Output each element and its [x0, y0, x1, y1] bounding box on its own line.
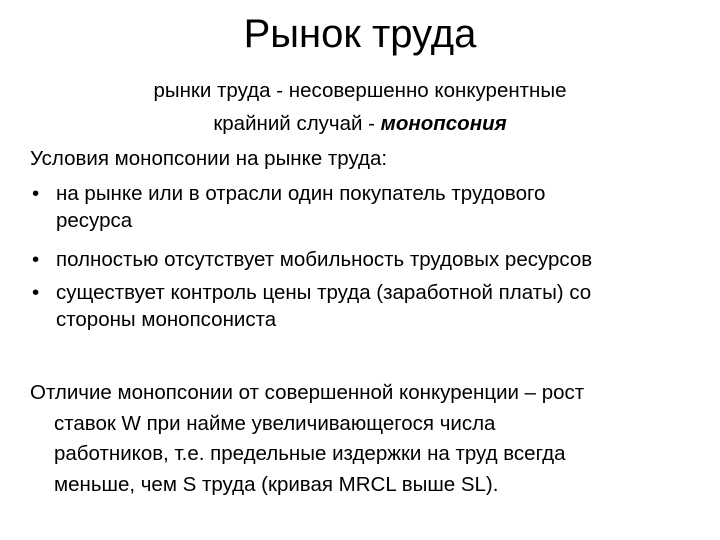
- bullet-text-line: полностью отсутствует мобильность трудовых ресурсов: [56, 248, 593, 271]
- bullet-item-1: [30, 180, 710, 234]
- bullet-text-line: существует контроль цены труда (заработной платы) со: [56, 281, 592, 304]
- bullet-text-line: ресурса: [56, 209, 133, 232]
- bullet-text-line: на рынке или в отрасли один покупатель трудового: [56, 182, 546, 205]
- bullet-icon: •: [32, 281, 40, 304]
- paragraph-line: меньше, чем S труда (кривая MRCL выше SL).: [54, 472, 499, 496]
- monopsony-term: монопсония: [380, 112, 507, 135]
- paragraph-line: работников, т.е. предельные издержки на труд всегда: [54, 442, 566, 465]
- slide-title-text: Рынок труда: [243, 12, 477, 56]
- slide-title: [0, 10, 720, 58]
- bullet-text-line: стороны монопсониста: [56, 308, 277, 331]
- bullet-icon: •: [32, 248, 40, 271]
- conditions-heading: Условия монопсонии на рынке труда:: [30, 147, 388, 170]
- bullet-icon: •: [32, 182, 40, 205]
- subtitle-line-1: рынки труда - несовершенно конкурентные: [153, 79, 567, 102]
- difference-paragraph: [30, 378, 710, 500]
- bullet-item-2: [30, 246, 710, 273]
- subtitle-line-2-prefix: крайний случай -: [213, 112, 381, 135]
- bullet-item-3: [30, 279, 710, 333]
- paragraph-line: ставок W при найме увеличивающегося числа: [54, 411, 496, 435]
- paragraph-line: Отличие монопсонии от совершенной конкуренции – рост: [30, 381, 585, 404]
- subtitle-line-2: [0, 111, 720, 137]
